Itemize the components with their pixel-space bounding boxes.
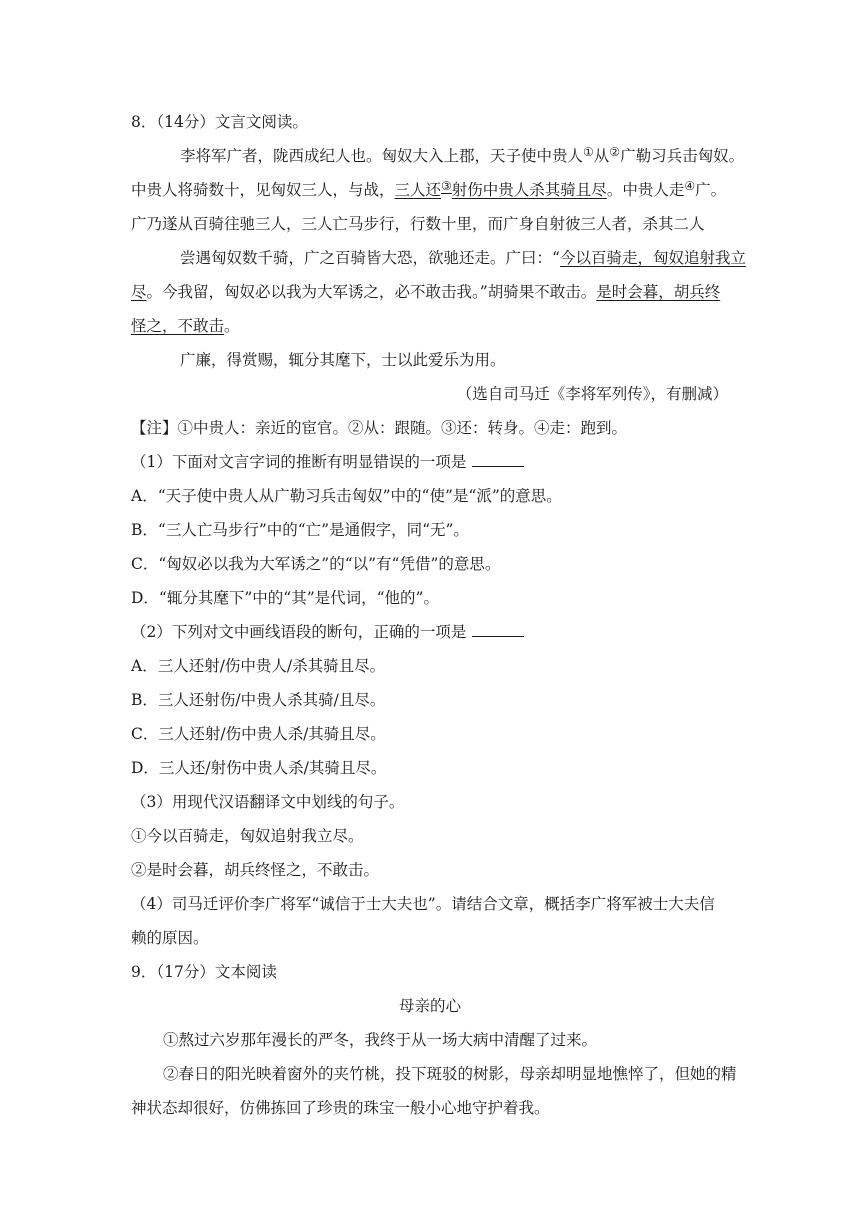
passage-p1-line2: 中贵人将骑数十，见匈奴三人，与战，三人还③射伤中贵人杀其骑且尽。中贵人走④广。 <box>131 179 727 199</box>
article-para-2-line1: ②春日的阳光映着窗外的夹竹桃，投下斑驳的树影，母亲却明显地憔悴了，但她的精 <box>163 1065 737 1083</box>
footnote-marker-4: ④ <box>684 179 696 193</box>
sub-question-1: （1）下面对文言字词的推断有明显错误的一项是 <box>131 451 524 473</box>
underlined-sentence-1-end: 尽 <box>131 283 147 301</box>
option-c: C．三人还射/伤中贵人杀/其骑且尽。 <box>131 725 386 743</box>
passage-source: （选自司马迁《李将军列传》，有删减） <box>456 385 728 403</box>
article-para-2-line2: 神状态却很好，仿佛拣回了珍贵的珠宝一般小心地守护着我。 <box>131 1099 550 1117</box>
option-d: D．“辄分其麾下”中的“其”是代词，“他的”。 <box>131 589 439 607</box>
sub-question-4-line1: （4）司马迁评价李广将军“诚信于士大夫也”。请结合文章，概括李广将军被士大夫信 <box>131 895 715 913</box>
passage-p2-line1: 尝遇匈奴数千骑，广之百骑皆大恐，欲驰还走。广曰：“今以百骑走，匈奴追射我立 <box>180 249 746 267</box>
footnote-marker-2: ② <box>609 145 621 159</box>
translation-item-1: ①今以百骑走，匈奴追射我立尽。 <box>131 827 364 845</box>
passage-p2-line2: 尽。今我留，匈奴必以我为大军诱之，必不敢击我。”胡骑果不敢击。是时会暮，胡兵终 <box>131 283 721 301</box>
answer-blank <box>472 622 524 637</box>
underlined-sentence-2-end: 怪之，不敢击 <box>131 317 225 335</box>
sub-question-4-line2: 赖的原因。 <box>131 929 209 947</box>
passage-p2-line3: 怪之，不敢击。 <box>131 317 240 335</box>
footnote-marker-3: ③ <box>441 179 452 193</box>
question-9-header: 9．（17分）文本阅读 <box>131 963 277 981</box>
underlined-segment: 三人还 <box>394 181 442 199</box>
article-para-1: ①熬过六岁那年漫长的严冬，我终于从一场大病中清醒了过来。 <box>163 1031 598 1049</box>
option-b: B．三人还射伤/中贵人杀其骑/且尽。 <box>131 691 386 709</box>
sub-question-3: （3）用现代汉语翻译文中划线的句子。 <box>131 793 405 811</box>
question-8-header: 8．（14分）文言文阅读。 <box>131 113 308 131</box>
option-a: A．“天子使中贵人从广勒习兵击匈奴”中的“使”是“派”的意思。 <box>131 487 562 505</box>
article-title: 母亲的心 <box>398 997 461 1015</box>
option-a: A．三人还射/伤中贵人/杀其骑且尽。 <box>131 657 386 675</box>
sub-question-2: （2）下列对文中画线语段的断句，正确的一项是 <box>131 621 524 643</box>
translation-item-2: ②是时会暮，胡兵终怪之，不敢击。 <box>131 861 380 879</box>
option-b: B．“三人亡马步行”中的“亡”是通假字，同“无”。 <box>131 521 469 539</box>
answer-blank <box>472 452 524 467</box>
footnote-marker-1: ① <box>583 145 594 159</box>
underlined-segment: 射伤中贵人杀其骑且尽 <box>451 181 607 199</box>
option-d: D．三人还/射伤中贵人杀/其骑且尽。 <box>131 759 387 777</box>
annotation-note: 【注】①中贵人：亲近的宦官。②从：跟随。③还：转身。④走：跑到。 <box>131 419 628 437</box>
underlined-sentence-1: 今以百骑走，匈奴追射我立 <box>559 249 746 267</box>
underlined-sentence-2: 是时会暮，胡兵终 <box>596 283 721 301</box>
passage-p3: 广廉，得赏赐，辄分其麾下，士以此爱乐为用。 <box>180 351 506 369</box>
passage-p1-line1: 李将军广者，陇西成纪人也。匈奴大入上郡，天子使中贵人①从②广勒习兵击匈奴。 <box>180 145 745 165</box>
passage-p1-line3: 广乃遂从百骑往驰三人，三人亡马步行，行数十里，而广身自射彼三人者，杀其二人 <box>131 215 705 233</box>
option-c: C．“匈奴必以我为大军诱之”的“以”有“凭借”的意思。 <box>131 555 501 573</box>
